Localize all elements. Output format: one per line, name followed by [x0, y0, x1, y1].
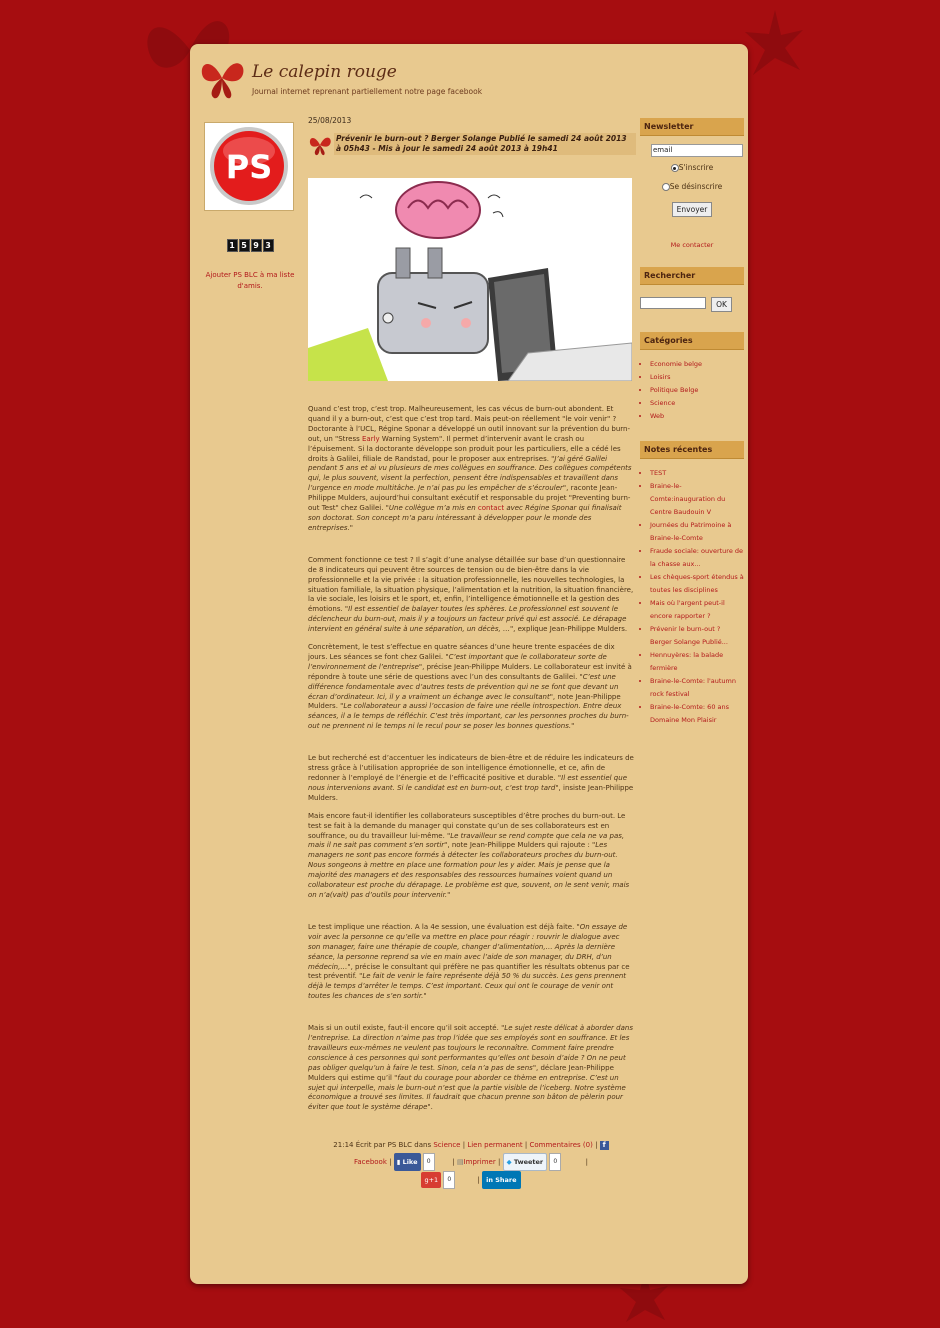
text: ", déclare Jean-Philippe Mulders qui estime qu’il " [308, 1063, 614, 1082]
counter-digit: 5 [239, 239, 250, 252]
gplus-label: +1 [428, 1176, 439, 1185]
visit-counter [202, 233, 298, 252]
quote: C’est une différence fondamentale avec d’autres tests de prévention qui ne se font que devant un écran d’ordinateur. Ici, il y a vraiment un échange avec le consultant [308, 672, 619, 701]
linkedin-share-button[interactable] [482, 1171, 520, 1189]
counter-digit: 9 [251, 239, 262, 252]
search-ok-button[interactable]: OK [711, 297, 732, 312]
text: Mais encore faut-il identifier les collaborateurs susceptibles d’être proches du burn-out. Le test se fait à la demande du manager qui constate qu’un de ses collaborateurs est en souffrance, ou du travailleur lui-même. " [308, 811, 626, 840]
ps-logo[interactable] [204, 122, 294, 211]
categories-list [640, 358, 744, 423]
search-input[interactable] [640, 297, 706, 309]
text: Quand c’est trop, c’est trop. Malheureusement, les cas vécus de burn-out abondent. Et quand il y a burn-out, c’est que c’est trop tard. Mais peut-on réellement "le voir venir" ? Doctorante à l’UCL, Régine Sponar a développé un outil innovant sur la prévention du burn-out, un "Stress [308, 405, 631, 443]
like-label: Like [402, 1158, 418, 1167]
linkedin-icon: in [486, 1176, 493, 1185]
recent-note-item[interactable]: • Prévenir le burn-out ? Berger Solange Publié... [650, 623, 744, 649]
text: Le test implique une réaction. A la 4e session, une évaluation est déjà faite. " [308, 922, 580, 931]
search-row [640, 292, 744, 312]
send-button[interactable]: Envoyer [672, 202, 713, 217]
recent-note-item[interactable]: • Braine-le-Comte: 60 ans Domaine Mon Plaisir [650, 701, 744, 727]
butterfly-icon [308, 132, 332, 156]
post-meta-text: 21:14 Écrit par PS BLC dans [333, 1141, 434, 1150]
quote: faut du courage pour aborder ce thème en entreprise. C’est un sujet qui interpelle, mais le burn-out n’est que la partie visible de l’iceberg. Notre système économique a trouvé ses limites. Il faudrait que chacun prenne son bâton de pèlerin pour éviter que tout le système dérape [308, 1073, 626, 1112]
left-sidebar [202, 122, 298, 292]
post-illustration [308, 178, 632, 381]
post-date: 25/08/2013 [308, 116, 352, 125]
site-subtitle: Journal internet reprenant partiellement notre page facebook [252, 87, 483, 96]
share-line-2 [308, 1171, 634, 1189]
post-paragraph [308, 812, 634, 901]
text: Comment fonctionne ce test ? Il s’agit d’une analyse détaillée sur base d’un questionnaire de 8 indicateurs qui peuvent être sources de tension ou de bien-être dans la vie professionnelle et la vie privée : la situation professionnelle, les nouvelles technologies, la situation familiale, la situation physique, l’alimentation et la nutrition, la situation financière, la vie sociale, les loisirs et le sport, et, enfin, l’intelligence émotionnelle et la gestion des émotions. " [308, 555, 634, 614]
text: Warning System". Il permet d’intervenir avant le crash ou l’épuisement. Si la doctorante développe son produit pour les particuliers, elle a cédé les droits à Galilei, filiale de Randstad, pour le proposer aux entreprises. " [308, 434, 621, 463]
post-paragraph [308, 556, 634, 635]
tweet-label: Tweeter [513, 1158, 544, 1167]
post-body [308, 405, 634, 1113]
contact-link[interactable]: Me contacter [670, 241, 714, 249]
site-header [198, 50, 738, 108]
main-content [308, 116, 634, 1189]
recent-note-item[interactable]: • Hennuyères: la balade fermière [650, 649, 744, 675]
post-footer [308, 1137, 634, 1189]
category-link[interactable]: Science [433, 1141, 461, 1150]
subscribe-label: S'inscrire [678, 163, 714, 172]
category-item[interactable]: • Politique Belge [650, 384, 744, 397]
google-plus-button[interactable] [421, 1172, 441, 1188]
tweet-count: 0 [549, 1153, 561, 1171]
quote: Le collaborateur a aussi l’occasion de faire une réelle introspection. Entre deux séances, il a le temps de réfléchir. C’est très important, car les personnes proches du burn-out ne prennent ni le temps ni le recul pour se poser les bonnes questions. [308, 702, 629, 731]
text: " [423, 992, 427, 1001]
separator: | [462, 1141, 466, 1150]
counter-digit: 1 [227, 239, 238, 252]
category-item[interactable]: • Science [650, 397, 744, 410]
like-count: 0 [423, 1153, 435, 1171]
send-row [640, 197, 744, 217]
separator: | [585, 1158, 589, 1167]
recent-note-item[interactable]: • Braine-le-Comte: l'autumn rock festival [650, 675, 744, 701]
search-heading: Rechercher [640, 267, 744, 285]
permalink-link[interactable]: Lien permanent [467, 1141, 523, 1150]
recent-note-item[interactable]: • Mais où l'argent peut-il encore rapporter ? [650, 597, 744, 623]
newsletter-email-input[interactable]: email [651, 144, 743, 157]
inline-link[interactable]: Early [361, 434, 380, 443]
ps-logo-text: PS [225, 148, 273, 186]
quote: Une collègue m’a mis en [388, 504, 478, 513]
post-paragraph [308, 754, 634, 804]
unsubscribe-option[interactable] [640, 182, 744, 191]
site-title[interactable]: Le calepin rouge [252, 62, 397, 82]
category-item[interactable]: • Web [650, 410, 744, 423]
text: ", explique Jean-Philippe Mulders. [509, 625, 628, 634]
post-title-row [308, 133, 634, 163]
text: ", précise Jean-Philippe Mulders. Le collaborateur est invité à répondre à toute une série de questions avec l’un des consultants de Galilei. " [308, 662, 632, 681]
quote: Les managers ne sont pas encore formés à détecter les collaborateurs proches du burn-out. Nous songeons à mettre en place une formation pour les y aider. Mais je pense que la majorité des managers et des responsables des ressources humaines voient quand un collaborateur est proche du dérapage. Le problème est que, souvent, on le sent venir, mais on n’a(vait) pas d’outils pour intervenir. [308, 841, 630, 899]
unsubscribe-radio[interactable] [662, 183, 670, 191]
share-line [308, 1153, 634, 1171]
text: " [447, 890, 451, 899]
quote: Il est essentiel que nous intervenions avant. Si le candidat est en burn-out, c’est trop tard [308, 774, 627, 792]
post-title[interactable]: Prévenir le burn-out ? Berger Solange Publié le samedi 24 août 2013 à 05h43 - Mis à jour le samedi 24 août 2013 à 19h41 [334, 133, 636, 155]
text: ", raconte Jean-Philippe Mulders, aujourd’hui consultant exécutif et responsable du projet "Preventing burn-out Test" chez Galilei. " [308, 484, 631, 513]
add-friend-link[interactable]: Ajouter PS BLC à ma liste d'amis. [205, 271, 295, 290]
comments-link[interactable]: Commentaires (0) [529, 1141, 593, 1150]
twitter-bird-icon: ◆ [506, 1158, 512, 1167]
search-box [640, 267, 744, 312]
thumbs-up-icon: ▮ [396, 1158, 401, 1167]
separator: | [524, 1141, 528, 1150]
recent-note-item[interactable]: • TEST [650, 467, 744, 480]
text: ", précise le consultant qui préfère ne pas quantifier les résultats obtenus par ce test préventif. " [308, 962, 630, 981]
text: ", note Jean-Philippe Mulders qui rajoute : " [444, 841, 596, 850]
inline-link[interactable]: contact [477, 504, 505, 513]
text: " [349, 523, 353, 532]
counter-digit: 3 [263, 239, 274, 252]
gplus-count: 0 [443, 1171, 455, 1189]
recent-note-item[interactable]: • Journées du Patrimoine à Braine-le-Comte [650, 519, 744, 545]
print-link[interactable]: Imprimer [463, 1158, 496, 1167]
quote: avec Régine Sponar qui finalisait son doctorat. Son concept m’a paru intéressant à développer pour le monde des entreprises. [308, 504, 622, 532]
recent-note-item[interactable]: • Les chèques-sport étendus à toutes les disciplines [650, 571, 744, 597]
facebook-share-link[interactable]: Facebook [353, 1158, 387, 1167]
separator: | [452, 1158, 455, 1167]
text: ", note Jean-Philippe Mulders. " [308, 692, 621, 711]
right-sidebar [640, 118, 744, 727]
recent-notes-heading: Notes récentes [640, 441, 744, 459]
text: Concrètement, le test s’effectue en quatre séances d’une heure trente espacées de dix jours. Les séances se font chez Galilei. " [308, 643, 615, 661]
category-item[interactable]: • Loisirs [650, 371, 744, 384]
quote: Le travailleur se rend compte que cela ne va pas, mais il ne sait pas comment s’en sortir [308, 831, 625, 850]
facebook-icon[interactable]: f [600, 1141, 609, 1150]
recent-note-item[interactable]: • Braine-le-Comte:inauguration du Centre Baudouin V [650, 480, 744, 519]
text: ". [427, 1103, 433, 1112]
google-plus-icon: g [424, 1176, 429, 1185]
post-paragraph [308, 405, 634, 534]
categories-box [640, 332, 744, 423]
post-paragraph [308, 643, 634, 732]
post-paragraph [308, 1024, 634, 1113]
post-meta-line [308, 1137, 634, 1153]
separator: | [477, 1176, 480, 1185]
quote: Le sujet reste délicat à aborder dans l’entreprise. La direction n’aime pas trop l’idée que ses employés sont en souffrance. Et les travailleurs eux-mêmes ne veulent pas toujours le reconnaître. Comment faire prendre conscience à ces personnes qui sont performantes qu’elles ont besoin d’aide ? On ne peut pas obliger quelqu’un à faire le test. Sinon, cela n’a pas de sens [308, 1024, 633, 1072]
recent-notes-box [640, 441, 744, 727]
quote: J’ai géré Galilei pendant 5 ans et ai vu plusieurs de mes collègues en souffrance. Des collègues compétents qui, le plus souvent, visent la perfection, pensent être indispensables et travaillent dans l’urgence en mode multitâche. Je n’ai pas pu les empêcher de s’écrouler [308, 454, 632, 493]
unsubscribe-label: Se désinscrire [669, 182, 723, 191]
newsletter-heading: Newsletter [640, 118, 744, 136]
separator: | [497, 1158, 501, 1167]
subscribe-option[interactable] [640, 163, 744, 172]
text: Mais si un outil existe, faut-il encore qu’il soit accepté. " [308, 1024, 505, 1033]
subscribe-radio[interactable] [671, 164, 679, 172]
categories-heading: Catégories [640, 332, 744, 350]
recent-note-item[interactable]: • Fraude sociale: ouverture de la chasse aux... [650, 545, 744, 571]
tweet-button[interactable] [503, 1153, 548, 1171]
quote: On essaye de voir avec la personne ce qu’elle va mettre en place pour réagir : rouvrir le dialogue avec son manager, faire une thérapie de couple, changer d’alimentation,… Après la dernière séance, la personne reprend sa vie en main avec l’aide de son manager, du DRH, d’un médecin,… [308, 922, 628, 971]
category-item[interactable]: • Economie belge [650, 358, 744, 371]
page-container [190, 44, 748, 1284]
quote: C’est important que le collaborateur sorte de l’environnement de l’entreprise [308, 652, 607, 671]
printer-icon[interactable]: ▤ [456, 1158, 464, 1167]
quote: Le fait de venir le faire représente déjà 50 % du succès. Les gens prennent déjà le temps d’arrêter le temps. C’est important. Ceux qui ont le courage de venir ont toutes les chances de s’en sortir. [308, 972, 627, 1001]
text: Le but recherché est d’accentuer les indicateurs de bien-être et de réduire les indicateurs de stress grâce à l’utilisation appropriée de son intelligence émotionnelle, et ce, afin de redonner à l’employé de l’énergie et de l’efficacité positive et durable. " [308, 754, 634, 782]
recent-notes-list [640, 467, 744, 727]
text: " [571, 722, 575, 731]
post-paragraph [308, 923, 634, 1002]
quote: Il est essentiel de balayer toutes les sphères. Le professionnel est souvent le déclencheur du burn-out, mais il y a toujours un facteur privé qui est associé. Le dérapage intervient en général suite à une séparation, un décès, … [308, 605, 627, 634]
text: ", insiste Jean-Philippe Mulders. [308, 783, 634, 802]
separator: | [595, 1141, 598, 1150]
share-label: Share [495, 1176, 517, 1185]
facebook-like-button[interactable] [394, 1153, 421, 1171]
butterfly-logo-icon [198, 52, 246, 100]
background-flower-decoration [745, 10, 805, 104]
separator: | [389, 1158, 392, 1167]
newsletter-box [640, 118, 744, 249]
